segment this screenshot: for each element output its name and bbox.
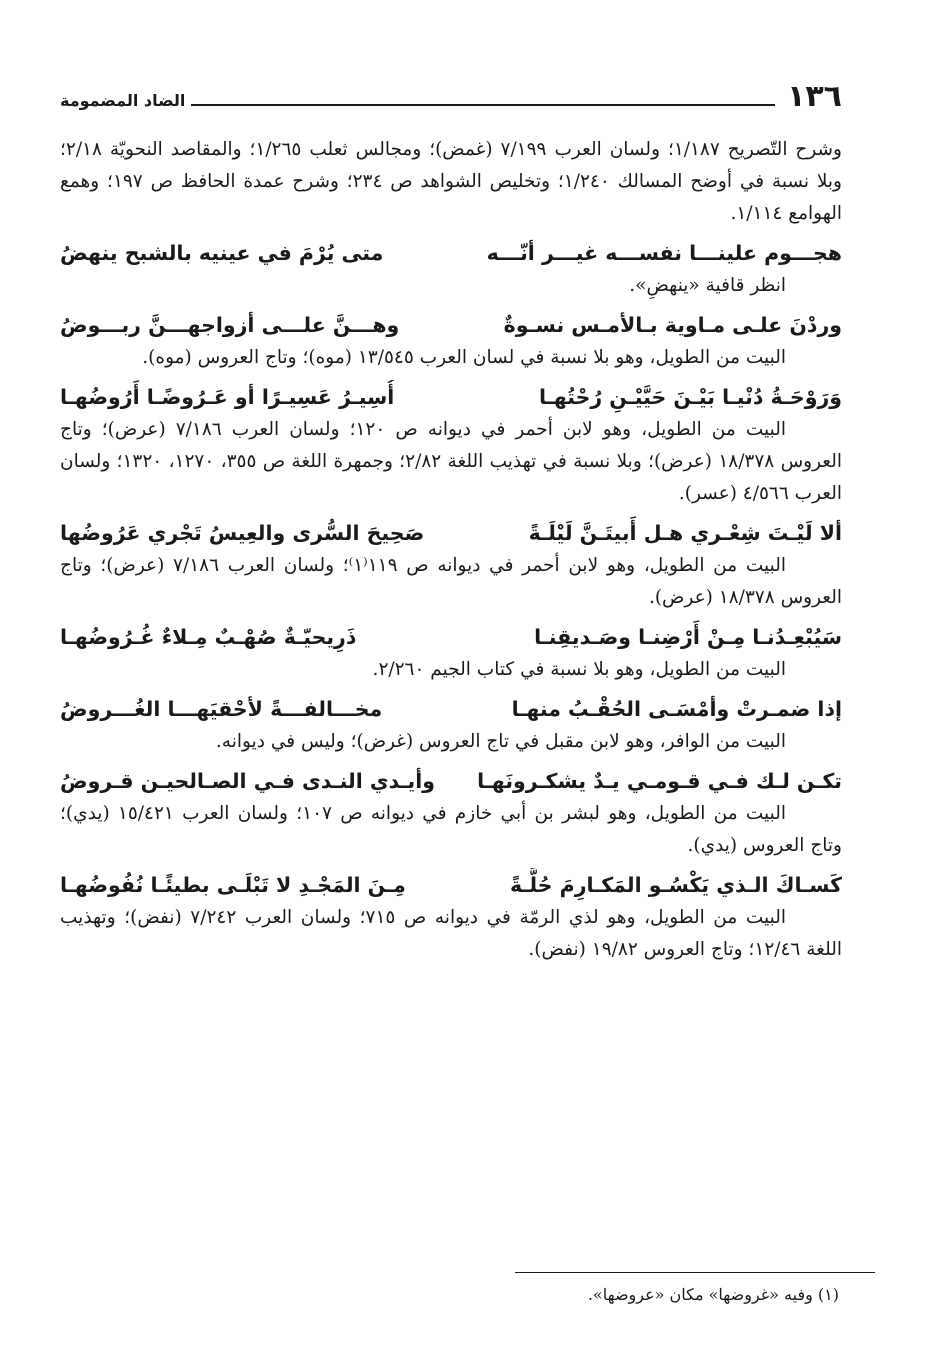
verse-line: [60, 380, 842, 414]
verse-line: [60, 764, 842, 798]
verse-source-note: البيت من الطويل، وهو بلا نسبة في كتاب الجيم ٢/٢٦٠.: [372, 659, 786, 680]
verse-second-hemistich: مخـــالفـــةً لأحْقيَهـــا الغُـــروضُ: [60, 697, 383, 721]
verse-line: [60, 620, 842, 654]
verse-source-note: انظر قافية «ينهضِ».: [629, 275, 786, 296]
verse-second-hemistich: أُسِيـرُ عَسِيـرًا أو عَـرُوضًـا أَرُوضُهـا: [60, 385, 395, 409]
verse-second-hemistich: متى يُرْمَ في عينيه بالشبح ينهضُ: [60, 241, 384, 265]
verse-first-hemistich: تكـن لـك فـي قـومـي يـدٌ يشكـرونَهـا: [477, 769, 842, 793]
intro-paragraph: وشرح التّصريح ١/١٨٧؛ ولسان العرب ٧/١٩٩ (غمض)؛ ومجالس ثعلب ١/٢٦٥؛ والمقاصد النحويّة ٢/١٨؛ وبلا نسبة في أوضح المسالك ١/٢٤٠؛ وتخليص الشواهد ص ٢٣٤؛ وشرح عمدة الحافظ ص ١٩٧؛ وهمع الهوامع ١/١١٤.: [60, 139, 842, 224]
verse-entry: [60, 516, 842, 614]
header-rule: [191, 104, 775, 106]
verse-second-hemistich: مِـنَ المَجْـدِ لا تَبْلَـى بطيئًـا نُفُوضُهـا: [60, 873, 406, 897]
verse-first-hemistich: كَسـاكَ الـذي يَكْسُـو المَكـارِمَ حُلَّـةً: [509, 873, 842, 897]
verse-entries: [60, 236, 842, 966]
verse-entry: [60, 764, 842, 862]
page-header: [60, 72, 842, 112]
verse-source-note: البيت من الطويل، وهو لبشر بن أبي خازم في ديوانه ص ١٠٧؛ ولسان العرب ١٥/٤٢١ (يدي)؛ وتاج العروس (يدي).: [60, 803, 842, 856]
verse-entry: [60, 380, 842, 510]
verse-source-note: البيت من الوافر، وهو لابن مقبل في تاج العروس (غرض)؛ وليس في ديوانه.: [215, 731, 786, 752]
verse-line: [60, 516, 842, 550]
verse-source-note: البيت من الطويل، وهو لابن أحمر في ديوانه ص ١١٩⁽١⁾؛ ولسان العرب ٧/١٨٦ (عرض)؛ وتاج العروس ١٨/٣٧٨ (عرض).: [60, 555, 842, 608]
verse-line: [60, 692, 842, 726]
page-number: ١٣٦: [787, 79, 842, 114]
verse-entry: [60, 868, 842, 966]
footnote-rule: [515, 1272, 875, 1273]
page: [60, 72, 842, 966]
verse-entry: [60, 236, 842, 302]
verse-second-hemistich: وهـــنَّ علـــى أزواجهـــنَّ ربـــوضُ: [60, 313, 400, 337]
verse-second-hemistich: ذَرِيحيّـةٌ صُهْـبٌ مِـلاءٌ غُـرُوضُهـا: [60, 625, 357, 649]
footnote: (١) وفيه «غروضها» مكان «عروضها».: [587, 1285, 839, 1304]
verse-entry: [60, 692, 842, 758]
verse-line: [60, 308, 842, 342]
verse-source-note: البيت من الطويل، وهو لابن أحمر في ديوانه ص ١٢٠؛ ولسان العرب ٧/١٨٦ (عرض)؛ وتاج العروس ١٨/٣٧٨ (عرض)؛ وبلا نسبة في تهذيب اللغة ٢/٨٢؛ وجمهرة اللغة ص ٣٥٥، ١٢٧٠، ١٣٢٠؛ ولسان العرب ٤/٥٦٦ (عسر).: [60, 419, 842, 504]
verse-second-hemistich: وأيـدي النـدى فـي الصـالحيـن قـروضُ: [60, 769, 435, 793]
verse-first-hemistich: ألا لَيْـتَ شِعْـري هـل أَبيتَـنَّ لَيْلَـةً: [528, 521, 842, 545]
verse-second-hemistich: صَحِيحَ السُّرى والعِيسُ تَجْري عَرُوضُها: [60, 521, 425, 545]
verse-entry: [60, 620, 842, 686]
running-title: الضاد المضمومة: [60, 91, 186, 110]
verse-source-note: البيت من الطويل، وهو لذي الرمّة في ديوانه ص ٧١٥؛ ولسان العرب ٧/٢٤٢ (نفض)؛ وتهذيب اللغة ١٢/٤٦؛ وتاج العروس ١٩/٨٢ (نفض).: [60, 907, 842, 960]
verse-first-hemistich: هجـــوم علينـــا نفســـه غيـــر أنّـــه: [486, 241, 842, 265]
verse-first-hemistich: سَيُبْعِـدُنـا مِـنْ أَرْضِنـا وصَـديقِنـا: [534, 625, 842, 649]
verse-line: [60, 868, 842, 902]
verse-first-hemistich: إذا ضمـرتْ وأمْسَـى الحُقْـبُ منهـا: [511, 697, 842, 721]
verse-first-hemistich: وَرَوْحَـةُ دُنْيـا بَيْـنَ حَيَّيْـنِ رُحْتُهـا: [538, 385, 842, 409]
verse-first-hemistich: وردْنَ علـى مـاوية بـالأمـس نسـوةٌ: [503, 313, 842, 337]
verse-source-note: البيت من الطويل، وهو بلا نسبة في لسان العرب ١٣/٥٤٥ (موه)؛ وتاج العروس (موه).: [142, 347, 786, 368]
verse-line: [60, 236, 842, 270]
verse-entry: [60, 308, 842, 374]
